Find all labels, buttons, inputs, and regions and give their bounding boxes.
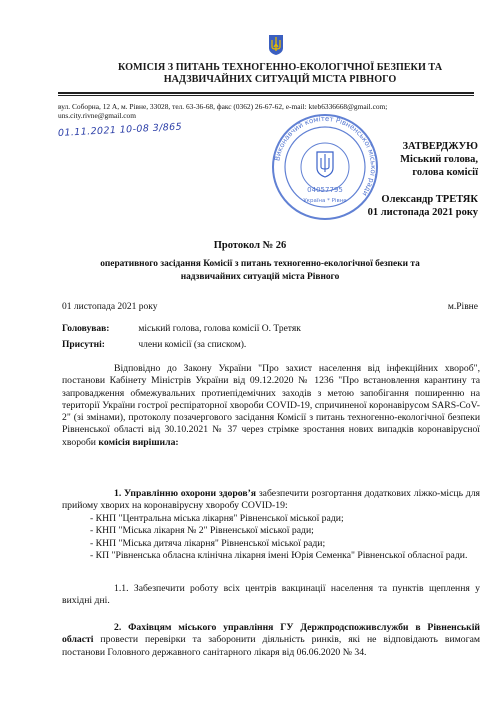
address-line2: uns.city.rivne@gmail.com: [58, 111, 136, 120]
approval-heading: ЗАТВЕРДЖУЮ: [402, 141, 478, 152]
protocol-title-line1: оперативного засідання Комісії з питань техногенно-екологічної безпеки та: [100, 259, 420, 269]
header-divider: [58, 92, 474, 94]
list-item: - КНП "Міська дитяча лікарня" Рівненської міської ради;: [90, 537, 326, 549]
approval-role: голова комісії: [412, 167, 478, 178]
section-2-heading: 2. Фахівцям міського управління ГУ Держпродспоживслужби в Рівненській області: [62, 622, 480, 646]
present-value: члени комісії (за списком).: [138, 340, 247, 350]
present-row: [62, 340, 246, 350]
protocol-title: [60, 258, 460, 284]
chair-row: [62, 324, 301, 334]
section-1-text: забезпечити розгортання додаткових ліжко-місць для прийому хворих на коронавірусну хворобу COVID-19:: [62, 488, 481, 512]
svg-text:Виконавчий комітет Рівненської: Виконавчий комітет Рівненської міської ради: [273, 114, 378, 198]
hospital-list: [62, 513, 480, 562]
chair-label: Головував:: [62, 324, 110, 334]
list-item: - КП "Рівненська обласна клінічна лікарня імені Юрія Семенка" Рівненської обласної ради.: [90, 549, 468, 561]
org-title-line2: НАДЗВИЧАЙНИХ СИТУАЦІЙ МІСТА РІВНОГО: [163, 74, 397, 85]
main-text: Відповідно до Закону України "Про захист населення від інфекційних хвороб", постанови Кабінету Міністрів України від 09.12.2020 № 1236 "Про встановлення карантину та запровадження обмежувальних протиепідемічних заходів з метою запобігання поширенню на території України гострої респіраторної хвороби COVID-19, спричиненої коронавірусом SARS-CoV-2" (зі змінами), протоколу позачергового засідання Комісії з питань техногенно-екологічної безпеки Рівненської області від 30.10.2021 № 37 через стрімке зростання нових випадків коронавірусної хвороби: [62, 363, 480, 448]
handwritten-registration: 01.11.2021 10-08 3/865: [57, 121, 183, 139]
section-1-heading: 1. Управлінню охорони здоров’я: [114, 488, 257, 499]
protocol-number: Протокол № 26: [213, 240, 287, 251]
list-item: - КНП "Міська лікарня № 2" Рівненської міської ради;: [90, 525, 314, 537]
chair-value: міський голова, голова комісії О. Третяк: [138, 324, 301, 334]
signature-gap: [308, 179, 478, 193]
header-divider-thin: [58, 95, 474, 96]
svg-text:Україна * Рівне: Україна * Рівне: [303, 198, 347, 204]
present-label: Присутні:: [62, 340, 105, 350]
section-1: [62, 488, 480, 513]
address-line1: вул. Соборна, 12 А, м. Рівне, 33028, тел. 63-36-68, факс (0362) 26-67-62, e-mail: kteb6336668@gmail.com;: [58, 102, 388, 111]
approval-block: [308, 140, 478, 219]
approval-position: Міський голова,: [400, 154, 478, 165]
approval-name: Олександр ТРЕТЯК: [381, 194, 478, 205]
section-2: [62, 622, 480, 659]
trident-emblem-icon: [268, 34, 284, 56]
org-title-line1: КОМІСІЯ З ПИТАНЬ ТЕХНОГЕННО-ЕКОЛОГІЧНОЇ БЕЗПЕКИ ТА: [117, 62, 443, 73]
subsection-1-1: 1.1. Забезпечити роботу всіх центрів вакцинації населення та пунктів щеплення у вихідні дні.: [62, 583, 480, 607]
list-item: - КНП "Центральна міська лікарня" Рівненської міської ради;: [90, 513, 344, 524]
section-2-text: провести перевірки та заборонити діяльність ринків, які не відповідають вимогам постанови Головного державного санітарного лікаря від 06.06.2020 № 34.: [62, 634, 480, 658]
approval-date: 01 листопада 2021 року: [367, 207, 478, 218]
protocol-title-line2: надзвичайних ситуацій міста Рівного: [180, 272, 340, 282]
organization-title: [90, 62, 470, 86]
meeting-city: м.Рівне: [447, 302, 478, 312]
main-decision: комісія вирішила:: [98, 436, 179, 448]
main-paragraph: [62, 363, 480, 449]
svg-text:04057795: 04057795: [307, 186, 343, 194]
meeting-date: 01 листопада 2021 року: [62, 302, 158, 312]
contact-address: [58, 102, 478, 120]
